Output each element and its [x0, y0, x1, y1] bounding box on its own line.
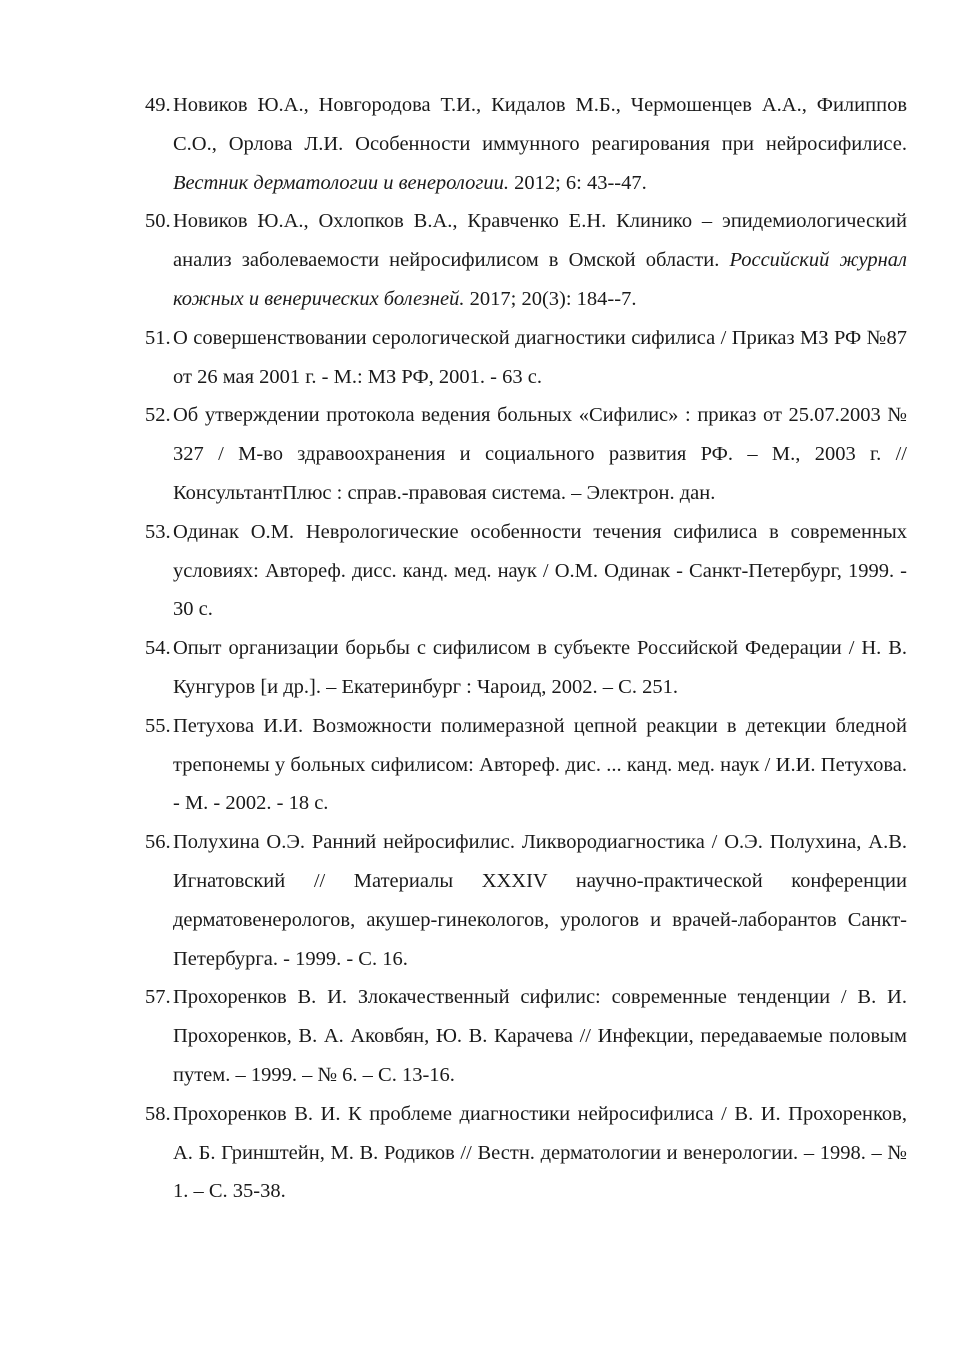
reference-text: Об утверждении протокола ведения больных «Сифилис» : приказ от 25.07.2003 № 327 / М-во здравоохранения и социального развития РФ. – М., 2003 г. // КонсультантПлюс : справ.-правовая система. – Электрон. дан. — [173, 404, 907, 504]
reference-text: Прохоренков В. И. К проблеме диагностики нейросифилиса / В. И. Прохоренков, А. Б. Гринштейн, М. В. Родиков // Вестн. дерматологии и венерологии. – 1998. – № 1. – С. 35-38. — [173, 1102, 907, 1203]
reference-text: Опыт организации борьбы с сифилисом в субъекте Российской Федерации / Н. В. Кунгуров [и др.]. – Екатеринбург : Чароид, 2002. – С. 251. — [173, 637, 907, 698]
reference-item — [145, 86, 907, 202]
reference-text: Полухина О.Э. Ранний нейросифилис. Ликвородиагностика / О.Э. Полухина, А.В. Игнатовский // Материалы XXXIV научно-практической конференции дерматовенерологов, акушер-гинекологов, урологов и врачей-лаборантов Санкт-Петербурга. - 1999. - С. 16. — [173, 831, 907, 970]
reference-item — [145, 202, 907, 318]
reference-text: Прохоренков В. И. Злокачественный сифилис: современные тенденции / В. И. Прохоренков, В. А. Аковбян, Ю. В. Карачева // Инфекции, передаваемые половым путем. – 1999. – № 6. – С. 13-16. — [173, 986, 907, 1086]
reference-number: 49. — [145, 94, 171, 116]
reference-item — [145, 1095, 907, 1211]
journal-title: Вестник дерматологии и венерологии. — [173, 171, 509, 194]
reference-text: Петухова И.И. Возможности полимеразной цепной реакции в детекции бледной трепонемы у больных сифилисом: Автореф. дис. ... канд. мед. наук / И.И. Петухова. - М. - 2002. - 18 с. — [173, 714, 907, 815]
reference-number: 52. — [145, 404, 171, 427]
reference-number: 53. — [145, 520, 171, 543]
reference-item — [145, 396, 907, 512]
reference-number: 57. — [145, 986, 171, 1009]
reference-text: О совершенствовании серологической диагностики сифилиса / Приказ МЗ РФ №87 от 26 мая 2001 г. - М.: МЗ РФ, 2001. - 63 с. — [173, 326, 907, 388]
reference-list — [145, 86, 907, 1211]
reference-item — [145, 707, 907, 823]
reference-item — [145, 823, 907, 978]
reference-item — [145, 978, 907, 1094]
reference-item — [145, 513, 907, 629]
reference-number: 55. — [145, 714, 171, 737]
reference-item — [145, 629, 907, 707]
reference-number: 50. — [145, 210, 171, 233]
journal-title: Российский журнал кожных и венерических болезней. — [173, 249, 907, 310]
reference-text: Одинак О.М. Неврологические особенности течения сифилиса в современных условиях: Автореф. дисс. канд. мед. наук / О.М. Одинак - Санкт-Петербург, 1999. - 30 с. — [173, 520, 907, 621]
reference-text: Новиков Ю.А., Новгородова Т.И., Кидалов М.Б., Чермошенцев А.А., Филиппов С.О., Орлова Л.И. Особенности иммунного реагирования при нейросифилисе. Вестник дерматологии и венерологии. 2012; 6: 43--47. — [173, 94, 907, 194]
reference-number: 51. — [145, 326, 171, 349]
reference-text: Новиков Ю.А., Охлопков В.А., Кравченко Е.Н. Клинико – эпидемиологический анализ заболеваемости нейросифилисом в Омской области. Российский журнал кожных и венерических болезней. 2017; 20(3): 184--7. — [173, 210, 907, 310]
reference-number: 58. — [145, 1102, 171, 1125]
reference-item — [145, 319, 907, 397]
reference-number: 56. — [145, 831, 171, 854]
reference-number: 54. — [145, 637, 171, 660]
